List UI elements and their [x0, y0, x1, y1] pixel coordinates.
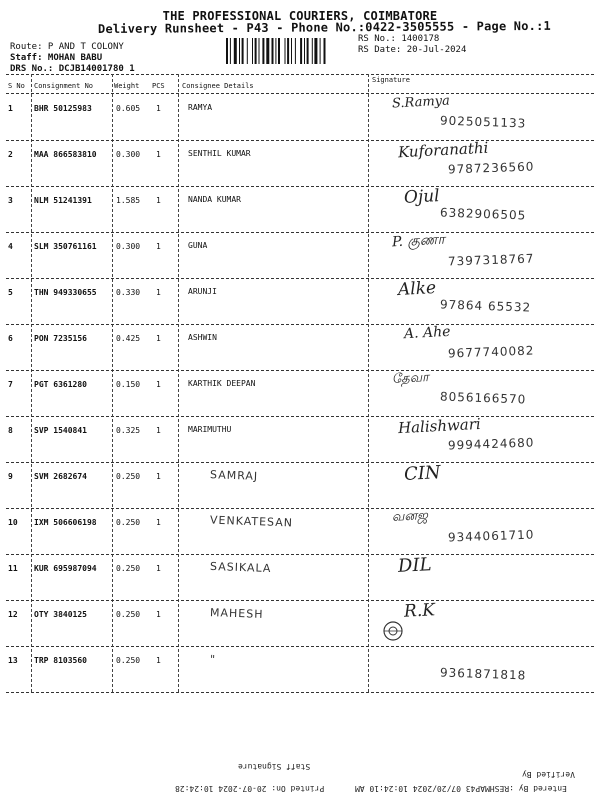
table-row [0, 647, 600, 693]
serial-number: 4 [8, 242, 13, 251]
phone-number: 9361871818 [439, 665, 527, 683]
consignee-name: RAMYA [188, 103, 213, 112]
serial-number: 3 [8, 196, 13, 205]
weight-value: 0.605 [116, 104, 141, 113]
signature: A. Ahe [403, 323, 451, 343]
signature: வனஜ [391, 508, 429, 525]
consignment-number: SLM 350761161 [34, 242, 97, 251]
consignee-name: KARTHIK DEEPAN [188, 379, 256, 388]
col-consignment: Consignment No [34, 82, 94, 90]
weight-value: 0.250 [116, 564, 141, 573]
barcode [226, 38, 354, 64]
table-row [0, 95, 600, 141]
weight-value: 0.250 [116, 472, 141, 481]
table-row [0, 463, 600, 509]
consignee-name: ASHWIN [188, 333, 217, 342]
consignment-number: BHR 50125983 [34, 104, 92, 113]
phone-number: 7397318767 [447, 251, 535, 269]
route-label: Route: P AND T COLONY [10, 42, 124, 52]
phone-number: 9344061710 [447, 527, 535, 545]
entered-by-label: Entered By :RESHMAP43 07/20/2024 10:24:10 AM [355, 784, 567, 793]
serial-number: 2 [8, 150, 13, 159]
consignment-number: PON 7235156 [34, 334, 87, 343]
signature: Kuforanathi [397, 138, 489, 162]
signature: Halishwari [397, 414, 482, 438]
consignment-number: NLM 51241391 [34, 196, 92, 205]
weight-value: 0.300 [116, 242, 141, 251]
consignment-number: KUR 695987094 [34, 564, 97, 573]
handwritten-consignee-name: MAHESH [209, 606, 264, 621]
weight-value: 0.150 [116, 380, 141, 389]
signature: CIN [403, 462, 442, 485]
consignment-number: PGT 6361280 [34, 380, 87, 389]
consignee-name: MARIMUTHU [188, 425, 232, 434]
serial-number: 8 [8, 426, 13, 435]
serial-number: 12 [8, 610, 18, 619]
pieces-value: 1 [156, 472, 161, 481]
serial-number: 10 [8, 518, 18, 527]
consignment-number: MAA 866583810 [34, 150, 97, 159]
pieces-value: 1 [156, 334, 161, 343]
table-header-rule [6, 93, 594, 94]
pieces-value: 1 [156, 656, 161, 665]
drs-number: DRS No.: DCJB14001780 1 [10, 64, 135, 74]
printed-on-label: Printed On: 20-07-2024 10:24:28 [175, 784, 325, 793]
handwritten-consignee-name: SAMRAJ [209, 468, 259, 483]
signature: DIL [397, 554, 433, 577]
serial-number: 6 [8, 334, 13, 343]
serial-number: 9 [8, 472, 13, 481]
table-row [0, 187, 600, 233]
consignment-number: OTY 3840125 [34, 610, 87, 619]
pieces-value: 1 [156, 518, 161, 527]
phone-number: 9994424680 [447, 435, 535, 453]
rs-number: RS No.: 1400178 [358, 34, 440, 44]
col-weight: Weight [114, 82, 140, 90]
table-row [0, 601, 600, 647]
pieces-value: 1 [156, 380, 161, 389]
table-top-rule [6, 74, 594, 75]
weight-value: 0.425 [116, 334, 141, 343]
pieces-value: 1 [156, 288, 161, 297]
phone-number: 6382906505 [439, 205, 527, 223]
weight-value: 0.330 [116, 288, 141, 297]
handwritten-consignee-name: SASIKALA [209, 559, 272, 576]
weight-value: 0.250 [116, 656, 141, 665]
serial-number: 1 [8, 104, 13, 113]
consignee-name: ARUNJI [188, 287, 217, 296]
serial-number: 5 [8, 288, 13, 297]
phone-number: 9787236560 [447, 159, 535, 177]
row-divider [6, 692, 594, 693]
col-sno: S No [8, 82, 25, 90]
runsheet-title: Delivery Runsheet - P43 - Phone No.:0422-3505555 - Page No.:1 [97, 18, 551, 36]
signature: Alke [397, 278, 437, 300]
weight-value: 1.585 [116, 196, 141, 205]
pieces-value: 1 [156, 104, 161, 113]
table-row [0, 325, 600, 371]
pieces-value: 1 [156, 610, 161, 619]
table-row [0, 414, 600, 463]
phone-number: 9677740082 [447, 343, 535, 361]
staff-label: Staff: MOHAN BABU [10, 53, 103, 63]
company-title: THE PROFESSIONAL COURIERS, COIMBATORE [162, 9, 438, 23]
signature: Ojul [403, 186, 441, 208]
weight-value: 0.250 [116, 518, 141, 527]
col-consignee: Consignee Details [182, 82, 254, 90]
verified-by-label: Verified By [522, 770, 575, 779]
staff-signature-label: Staff Signature [238, 762, 311, 771]
table-row [0, 555, 600, 601]
consignee-name: SENTHIL KUMAR [188, 149, 251, 158]
consignment-number: SVM 2682674 [34, 472, 87, 481]
pieces-value: 1 [156, 196, 161, 205]
phone-number: 8056166570 [439, 389, 527, 407]
consignee-name: GUNA [188, 241, 208, 250]
col-pcs: PCS [152, 82, 165, 90]
table-row [0, 509, 600, 555]
handwritten-consignee-name: " [209, 652, 217, 667]
pieces-value: 1 [156, 426, 161, 435]
consignment-number: TRP 8103560 [34, 656, 87, 665]
table-row [0, 138, 600, 187]
handwritten-consignee-name: VENKATESAN [209, 513, 294, 530]
signature: தேவா [391, 370, 430, 387]
weight-value: 0.300 [116, 150, 141, 159]
phone-number: 97864 65532 [439, 297, 532, 315]
rs-date: RS Date: 20-Jul-2024 [358, 45, 467, 55]
consignment-number: SVP 1540841 [34, 426, 87, 435]
pieces-value: 1 [156, 242, 161, 251]
table-row [0, 371, 600, 417]
table-row [0, 279, 600, 325]
col-signature: Signature [372, 76, 410, 84]
serial-number: 11 [8, 564, 18, 573]
weight-value: 0.325 [116, 426, 141, 435]
signature: S.Ramya [391, 93, 451, 112]
consignment-number: IXM 506606198 [34, 518, 97, 527]
pieces-value: 1 [156, 150, 161, 159]
signature: P. குணா [391, 231, 446, 251]
pieces-value: 1 [156, 564, 161, 573]
consignment-number: THN 949330655 [34, 288, 97, 297]
stamp-mark [382, 620, 404, 642]
signature: R.K [403, 600, 436, 622]
phone-number: 9025051133 [439, 113, 527, 131]
serial-number: 13 [8, 656, 18, 665]
consignee-name: NANDA KUMAR [188, 195, 241, 204]
serial-number: 7 [8, 380, 13, 389]
weight-value: 0.250 [116, 610, 141, 619]
table-row [0, 233, 600, 279]
